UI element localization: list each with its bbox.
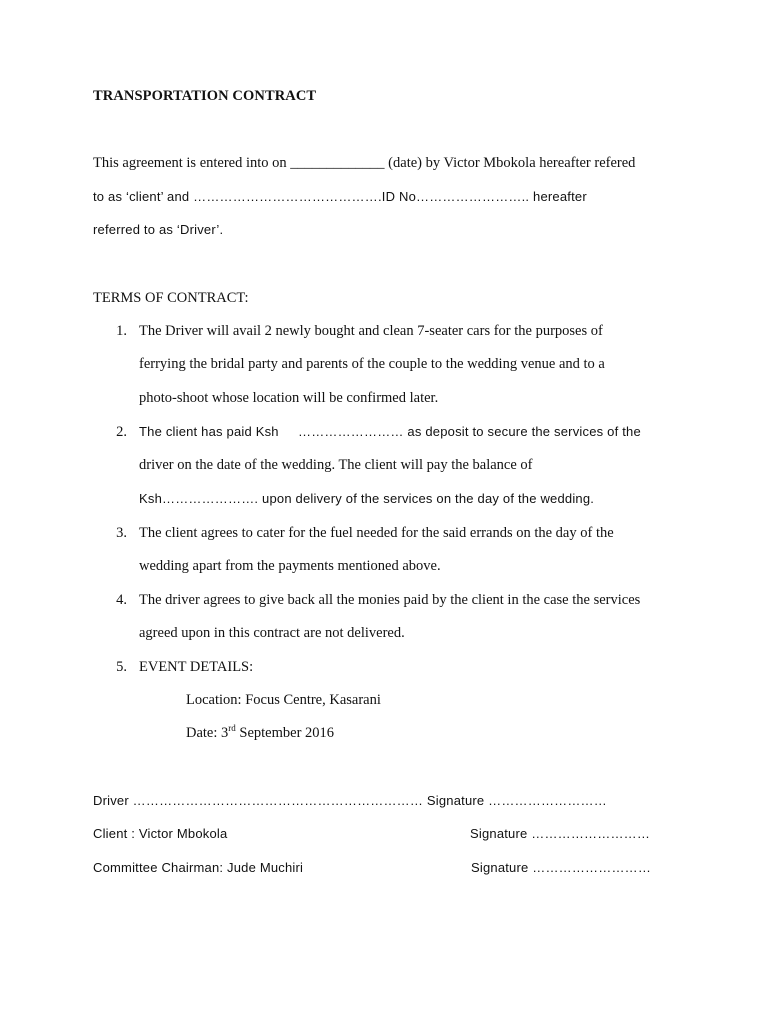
term-2-line-1b: …………………… as deposit to secure the services of the [298,424,641,439]
term-1-line-3: photo-shoot whose location will be confirmed later. [139,390,439,406]
event-date [186,723,335,741]
term-2-line-2: driver on the date of the wedding. The client will pay the balance of [139,457,533,473]
signature-chairman-line: Signature ……………………… [471,860,652,875]
term-5-line-1: EVENT DETAILS: [139,659,254,675]
term-1-line-2: ferrying the bridal party and parents of the couple to the wedding venue and to a [139,356,605,372]
event-date-rest: September 2016 [235,725,335,741]
term-2-line-1a: The client has paid Ksh [139,424,279,439]
signature-client-line: Signature ……………………… [470,826,651,841]
term-3-line-1: The client agrees to cater for the fuel needed for the said errands on the day of the [139,525,614,541]
document-title: TRANSPORTATION CONTRACT [93,88,317,104]
signature-chairman-name: Committee Chairman: Jude Muchiri [93,860,304,875]
term-2-line-3: Ksh…………………. upon delivery of the services on the day of the wedding. [139,491,595,506]
intro-line-3: referred to as ‘Driver’. [93,222,224,237]
event-date-suffix: rd [228,723,236,733]
term-4-line-1: The driver agrees to give back all the monies paid by the client in the case the services [139,592,641,608]
term-3-line-2: wedding apart from the payments mentioned above. [139,558,441,574]
term-2-number: 2. [116,424,127,440]
signature-client-name: Client : Victor Mbokola [93,826,228,841]
term-4-number: 4. [116,592,127,608]
intro-line-2: to as ‘client’ and …………………………………….ID No…………………….. hereafter [93,189,587,204]
intro-line-1: This agreement is entered into on _____________ (date) by Victor Mbokola hereafter refered [93,155,636,171]
term-5-number: 5. [116,659,127,675]
term-3-number: 3. [116,525,127,541]
signature-driver: Driver ………………………………………………………… Signature ……………………… [93,793,607,808]
terms-heading: TERMS OF CONTRACT: [93,290,249,306]
event-date-prefix: Date: 3 [186,725,229,741]
term-4-line-2: agreed upon in this contract are not delivered. [139,625,405,641]
term-1-line-1: The Driver will avail 2 newly bought and clean 7-seater cars for the purposes of [139,323,603,339]
event-location: Location: Focus Centre, Kasarani [186,692,381,708]
term-1-number: 1. [116,323,127,339]
